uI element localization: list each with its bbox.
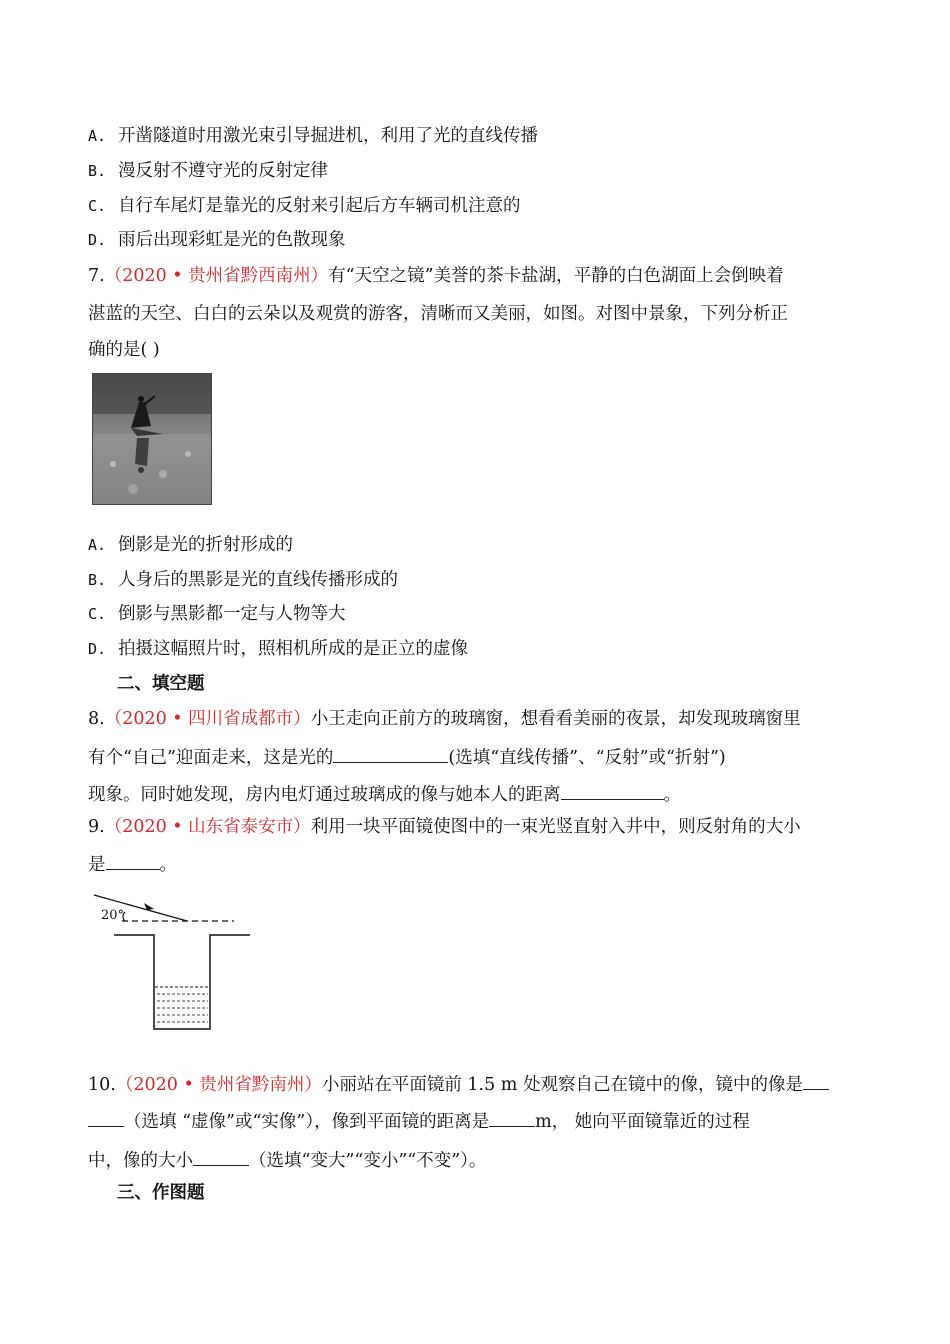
q9-answer-blank[interactable]: [106, 851, 160, 870]
q8-source: （2020 • 四川省成都市）: [104, 709, 311, 729]
q10-stem-line2: （选填 “虚像”或“实像”），像到平面镜的距离是 m， 她向平面镜靠近的过程: [88, 1108, 868, 1134]
q8-answer-blank-1[interactable]: [333, 744, 448, 763]
q10-answer-blank-1b[interactable]: [88, 1108, 124, 1127]
q8-stem-line2: 有个“自己”迎面走来，这是光的 (选填“直线传播”、“反射”或“折射”): [88, 744, 868, 770]
q6-option-b: B. 漫反射不遵守光的反射定律: [88, 161, 328, 181]
q9-stem-line2: 是 。: [88, 851, 868, 877]
q9-stem-line1: 9.（2020 • 山东省泰安市）利用一块平面镜使图中的一束光竖直射入井中，则反射角的大小: [88, 817, 801, 837]
q7-source: （2020 • 贵州省黔西南州）: [104, 266, 329, 286]
q7-option-c: C. 倒影与黑影都一定与人物等大: [88, 604, 346, 624]
q10-answer-blank-3[interactable]: [193, 1147, 249, 1166]
q7-stem-line2: 湛蓝的天空、白白的云朵以及观赏的游客，清晰而又美丽，如图。对图中景象，下列分析正: [88, 304, 788, 324]
q8-stem-line3: 现象。同时她发现，房内电灯通过玻璃成的像与她本人的距离 。: [88, 781, 868, 807]
well-light-diagram: [92, 887, 262, 1037]
q7-option-d: D. 拍摄这幅照片时，照相机所成的是正立的虚像: [88, 639, 468, 659]
q6-option-d: D. 雨后出现彩虹是光的色散现象: [88, 230, 346, 250]
q8-answer-blank-2[interactable]: [561, 781, 664, 800]
q7-stem-line3: 确的是( ): [88, 340, 160, 360]
q10-answer-blank-1a[interactable]: [803, 1071, 829, 1090]
q7-option-b: B. 人身后的黑影是光的直线传播形成的: [88, 570, 398, 590]
q10-answer-blank-2[interactable]: [489, 1108, 535, 1127]
q10-stem-line1: 10.（2020 • 贵州省黔南州）小丽站在平面镜前 1.5 m 处观察自己在镜中的像，镜中的像是: [88, 1071, 868, 1097]
q8-stem-line1: 8.（2020 • 四川省成都市）小王走向正前方的玻璃窗，想看看美丽的夜景，却发现玻璃窗里: [88, 709, 801, 729]
q9-source: （2020 • 山东省泰安市）: [104, 817, 311, 837]
q7-stem-line1: 7.（2020 • 贵州省黔西南州）有“天空之镜”美誉的茶卡盐湖，平静的白色湖面上会倒映着: [88, 266, 784, 286]
q7-option-a: A. 倒影是光的折射形成的: [88, 535, 293, 555]
angle-label: 20°: [101, 908, 125, 923]
q6-option-c: C. 自行车尾灯是靠光的反射来引起后方车辆司机注意的: [88, 196, 521, 216]
q6-option-a: A. 开凿隧道时用激光束引导掘进机，利用了光的直线传播: [88, 126, 538, 146]
q10-source: （2020 • 贵州省黔南州）: [115, 1075, 322, 1095]
salt-lake-photo: [92, 373, 212, 505]
q10-stem-line3: 中，像的大小 （选填“变大”“变小”“不变”）。: [88, 1147, 868, 1173]
section-heading-drawing: 三、作图题: [117, 1183, 205, 1203]
section-heading-fill-in: 二、填空题: [117, 674, 205, 694]
